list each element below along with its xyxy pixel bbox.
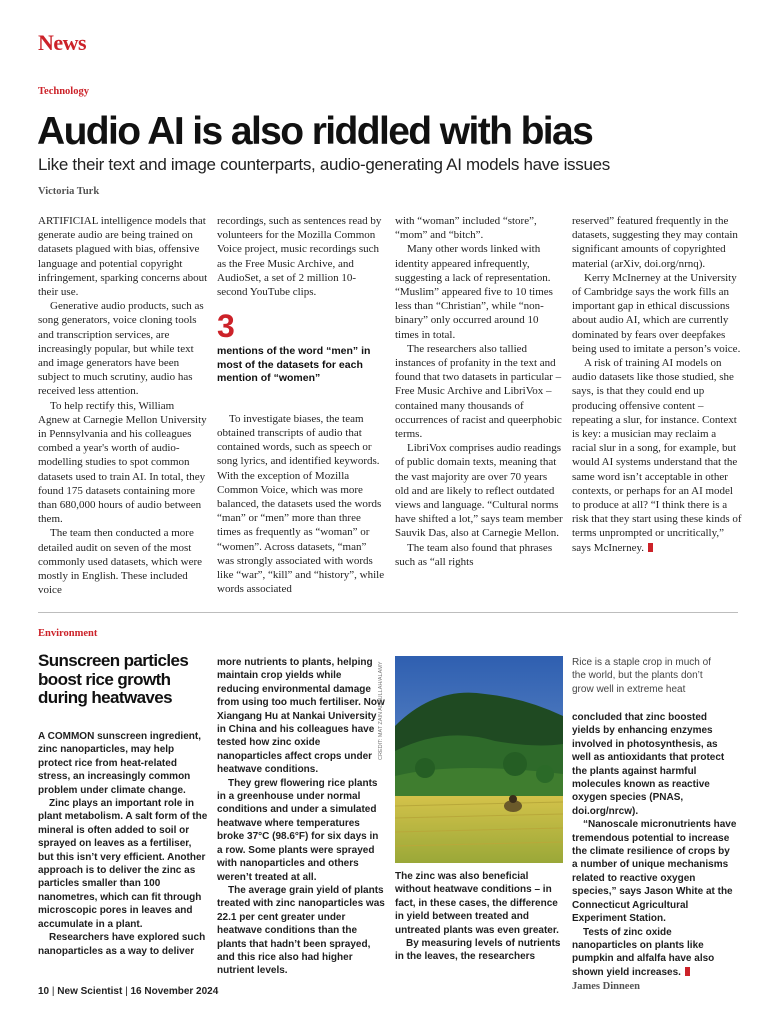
article1-column-2 — [217, 214, 385, 596]
paragraph: The zinc was also beneficial without heatwave conditions – in fact, in these cases, the difference in yield between treated and untreated plants was even greater. — [395, 871, 559, 936]
article2-headline: Sunscreen particles boost rice growth during heatwaves — [38, 651, 189, 707]
paragraph: The average grain yield of plants treated with zinc nanoparticles was 22.1 per cent greater under heatwave conditions than the plants that hadn’t been sprayed, and this rice also had higher nutrient levels. — [217, 884, 385, 977]
fact-label: mentions of the word “men” in most of the datasets for each mention of “women” — [217, 345, 371, 385]
paragraph: ARTIFICIAL intelligence models that generate audio are being trained on datasets plagued with bias, offensive language and potential copyright infringement, sparking concerns about their use. — [38, 215, 208, 299]
paragraph: reserved” featured frequently in the datasets, suggesting they may contain significant amounts of copyrighted material (arXiv, doi.org/nrnq). — [572, 215, 738, 270]
paragraph: Kerry McInerney at the University of Cambridge says the work fills an important gap in ethical discussions about audio AI, which are currently dominated by fears over deepfakes being used to imitate a person’s voice. — [572, 271, 741, 355]
paragraph: with “woman” included “store”, “mom” and “bitch”. — [395, 215, 537, 242]
fact-number: 3 — [217, 308, 235, 345]
article1-column-3 — [395, 214, 563, 569]
paragraph: To help rectify this, William Agnew at Carnegie Mellon University in Pennsylvania and his colleagues combed a year's worth of audio-modelling studies to spot common datasets used to train AI. In total, they found 175 datasets containing more than 680,000 hours of audio between them. — [38, 399, 207, 526]
paragraph: The researchers also tallied instances of profanity in the text and found that two datasets in particular – Free Music Archive and LibriVox – contained many thousands of occurrences of racist and queerphobic terms. — [395, 342, 562, 441]
article1-column-1 — [38, 214, 208, 597]
paragraph: The team then conducted a more detailed audit on seven of the most commonly used datasets, which were mostly in English. These included voice — [38, 527, 203, 597]
paragraph: Researchers have explored such nanoparticles as a way to deliver — [38, 932, 206, 957]
paragraph: Generative audio products, such as song generators, voice cloning tools and transcription services, are increasingly popular, but while text and image generators have been subject to much scrutiny, audio has received less attention. — [38, 300, 204, 398]
paragraph: By measuring levels of nutrients in the leaves, the researchers — [395, 938, 561, 963]
article2-column-3 — [395, 870, 563, 964]
page-footer: 10 | New Scientist | 16 November 2024 — [38, 986, 219, 997]
article2-kicker: Environment — [38, 628, 98, 639]
paragraph: more nutrients to plants, helping maintain crop yields while reducing environmental damage from using too much fertiliser. Now Xiangang Hu at Nankai University in China and his colleagues have tested how zinc oxide nanoparticles affect crops under heatwave conditions. — [217, 657, 385, 776]
paragraph: concluded that zinc boosted yields by enhancing enzymes involved in photosynthesis, as well as antioxidants that protect the plants against harmful molecules known as reactive oxygen species (PNAS, doi.org/nrcw). — [572, 712, 725, 817]
article1-standfirst: Like their text and image counterparts, audio-generating AI models have issues — [38, 155, 610, 174]
article1-byline: Victoria Turk — [38, 186, 100, 197]
end-mark-icon — [648, 543, 653, 552]
paragraph — [572, 926, 738, 980]
section-title: News — [38, 30, 87, 55]
article2-column-1 — [38, 730, 208, 958]
article1-kicker: Technology — [38, 86, 89, 97]
page-number: 10 — [38, 986, 50, 997]
article2-column-2 — [217, 656, 385, 978]
magazine-name: New Scientist — [57, 986, 123, 997]
article1-headline: Audio AI is also riddled with bias — [37, 110, 593, 153]
paragraph: Many other words linked with identity appeared infrequently, suggesting a lack of representation. “Muslim” appeared five to 10 times less than “Christian”, while “non-binary” only occurred around 10 times in total. — [395, 243, 553, 341]
rice-field-illustration — [395, 656, 563, 863]
paragraph: They grew flowering rice plants in a greenhouse under normal conditions and under a simulated heatwave where temperatures broke 37°C (98.6°F) for six days in a row. Some plants were sprayed with nanoparticles and others weren’t treated at all. — [217, 777, 379, 883]
photo-credit: CREDIT: MAT ZAIN ABDULLAH/ALAMY — [378, 661, 384, 760]
paragraph-text: Tests of zinc oxide nanoparticles on plants like pumpkin and alfalfa have also shown yield increases. — [572, 926, 715, 978]
end-mark-icon — [685, 967, 690, 976]
paragraph-text: A risk of training AI models on audio datasets like those studied, she says, is that they could end up producing offensive content – repeating a slur, for instance. Context is key: a musician may reclaim a racial slur in a song, for example, but would AI systems understand that the same word isn’t acceptable in other contexts, or perhaps for an AI model to produce at all? “I think there is a risk that they start using these kinds of terms unprompted or uncritically,” says McInerney. — [572, 357, 742, 554]
article2-byline: James Dinneen — [572, 981, 640, 993]
paragraph: The team also found that phrases such as “all rights — [395, 541, 553, 568]
paragraph: LibriVox comprises audio readings of public domain texts, meaning that the vast majority are over 70 years old and are likely to reflect outdated views and language. “Cultural norms have shifted a lot,” says team member Sauvik Das, also at Carnegie Mellon. — [395, 442, 563, 540]
paragraph: recordings, such as sentences read by volunteers for the Mozilla Common Voice project, music recordings such as the Free Music Archive, and AudioSet, a set of 2 million 10-second YouTube clips. — [217, 215, 382, 299]
photo-caption: Rice is a staple crop in much of the world, but the plants don’t grow well in extreme heat — [572, 657, 711, 695]
paragraph: Zinc plays an important role in plant metabolism. A salt form of the mineral is often added to soil or sprayed on leaves as a fertiliser, but this isn’t very efficient. Another approach is to deliver the zinc as particles smaller than 100 nanometres, which can fit through microscopic pores in leaves and accumulate in a plant. — [38, 798, 208, 930]
paragraph: “Nanoscale micronutrients have tremendous potential to increase the climate resilience of crops by a number of unique mechanisms related to reactive oxygen species,” says Jason White at the Connecticut Agricultural Experiment Station. — [572, 819, 737, 925]
paragraph: A COMMON sunscreen ingredient, zinc nanoparticles, may help protect rice from heat-related stress, an increasingly common problem under climate change. — [38, 731, 201, 796]
paragraph — [572, 356, 742, 555]
paragraph: To investigate biases, the team obtained transcripts of audio that contained words, such as speech or song lyrics, and identified keywords. With the exception of Mozilla Common Voice, which was more balanced, the datasets used the words “man” or “men” more than three times as frequently as “woman” or “women”. Across datasets, “man” was strongly associated with words like “war”, “kill” and “history”, while words associated — [217, 412, 385, 596]
issue-date: 16 November 2024 — [130, 986, 219, 997]
article1-column-4 — [572, 214, 742, 555]
section-divider — [38, 612, 738, 613]
rice-field-photo — [395, 656, 563, 863]
article2-column-4 — [572, 711, 738, 992]
